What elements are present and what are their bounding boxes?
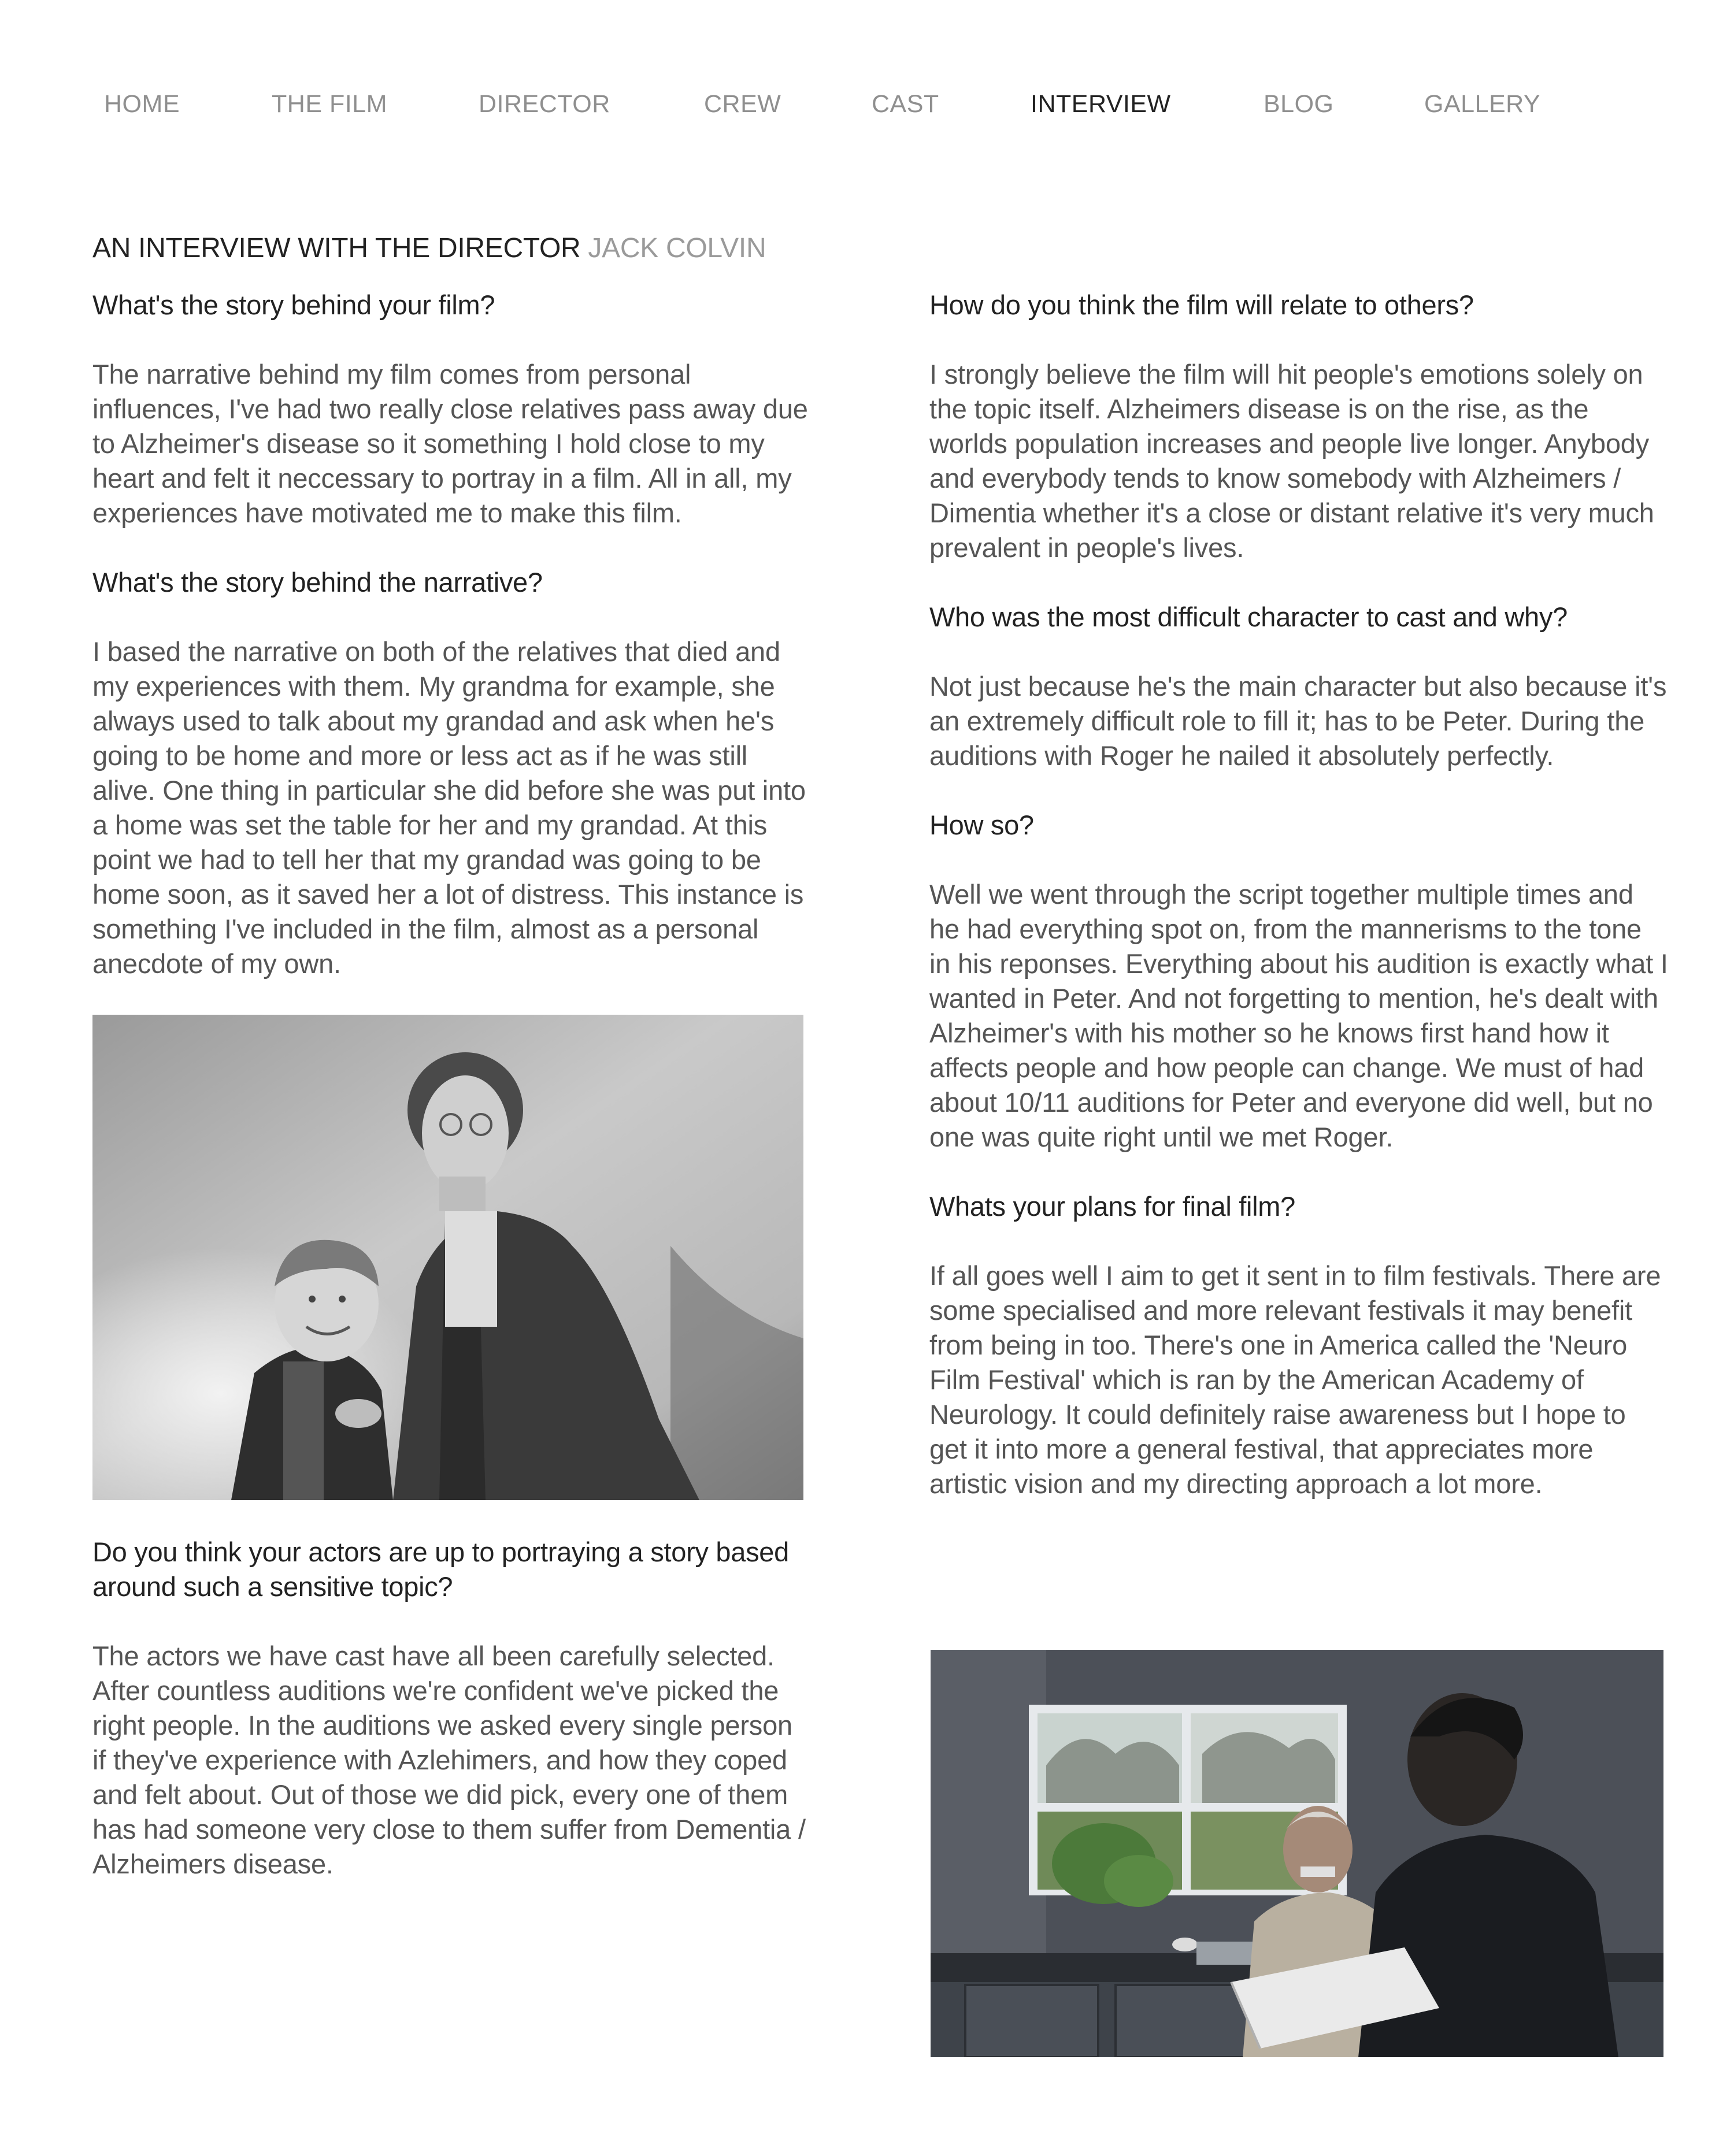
- left-column-lower: [92, 1535, 809, 1882]
- question-story-behind-narrative: What's the story behind the narrative?: [92, 567, 543, 598]
- answer-story-behind-narrative: I based the narrative on both of the relatives that died and my experiences with them. My grandma for example, she always used to talk about my grandad and ask when he's going to be home and more or less act as if he was still alive. One thing in particular she did before she was put into a home was set the table for her and my grandad. At this point we had to tell her that my grandad was going to be home soon, as it saved her a lot of distress. This instance is something I've included in the film, almost as a personal anecdote of my own.: [92, 636, 806, 979]
- question-final-film-plans: Whats your plans for final film?: [929, 1191, 1295, 1222]
- photo-kitchen-rehearsal: [931, 1650, 1663, 2057]
- nav-cast[interactable]: CAST: [872, 90, 939, 118]
- question-actors-sensitive-topic: Do you think your actors are up to portraying a story based around such a sensitive topic?: [92, 1537, 789, 1602]
- nav-interview[interactable]: INTERVIEW: [1031, 90, 1171, 118]
- answer-story-behind-film: The narrative behind my film comes from personal influences, I've had two really close relatives pass away due to Alzheimer's disease so it something I hold close to my heart and felt it neccessary to portray in a film. All in all, my experiences have motivated me to make this film.: [92, 359, 808, 528]
- left-column: [92, 288, 809, 981]
- answer-how-so: Well we went through the script together multiple times and he had everything spot on, from the mannerisms to the tone in his reponses. Everything about his audition is exactly what I wanted in Peter. And not forgetting to mention, he's dealt with Alzheimer's with his mother so he knows first hand how it affects people and how people can change. We must of had about 10/11 auditions for Peter and everyone did well, but no one was quite right until we met Roger.: [929, 879, 1668, 1152]
- answer-difficult-character: Not just because he's the main character but also because it's an extremely difficult role to fill it; has to be Peter. During the auditions with Roger he nailed it absolutely perfectly.: [929, 671, 1667, 771]
- director-name: JACK COLVIN: [588, 233, 766, 264]
- page-title-prefix: AN INTERVIEW WITH THE DIRECTOR: [92, 233, 588, 264]
- page-title: [92, 232, 766, 264]
- answer-actors-sensitive-topic: The actors we have cast have all been carefully selected. After countless auditions we're confident we've picked the right people. In the auditions we asked every single person if they've experience with Azlehimers, and how they coped and felt about. Out of those we did pick, every one of them has had someone very close to them suffer from Dementia / Alzheimers disease.: [92, 1641, 806, 1879]
- nav-the-film[interactable]: THE FILM: [272, 90, 387, 118]
- question-how-so: How so?: [929, 810, 1034, 840]
- nav-gallery[interactable]: GALLERY: [1424, 90, 1541, 118]
- answer-relate-to-others: I strongly believe the film will hit people's emotions solely on the topic itself. Alzheimers disease is on the rise, as the worlds population increases and people live longer. Anybody and everybody tends to know somebody with Alzheimers / Dimentia whether it's a close or distant relative it's very much prevalent in people's lives.: [929, 359, 1654, 563]
- photo-grandma-and-boy: [92, 1015, 803, 1500]
- nav-home[interactable]: HOME: [104, 90, 180, 118]
- question-story-behind-film: What's the story behind your film?: [92, 290, 495, 320]
- question-difficult-character: Who was the most difficult character to cast and why?: [929, 602, 1568, 632]
- question-relate-to-others: How do you think the film will relate to others?: [929, 290, 1474, 320]
- nav-blog[interactable]: BLOG: [1264, 90, 1334, 118]
- right-column: [929, 288, 1669, 1501]
- nav-director[interactable]: DIRECTOR: [479, 90, 610, 118]
- main-nav: [0, 87, 1734, 121]
- nav-crew[interactable]: CREW: [704, 90, 781, 118]
- answer-final-film-plans: If all goes well I aim to get it sent in to film festivals. There are some specialised and more relevant festivals it may benefit from being in too. There's one in America called the 'Neuro Film Festival' which is ran by the American Academy of Neurology. It could definitely raise awareness but I hope to get it into more a general festival, that appreciates more artistic vision and my directing approach a lot more.: [929, 1260, 1661, 1499]
